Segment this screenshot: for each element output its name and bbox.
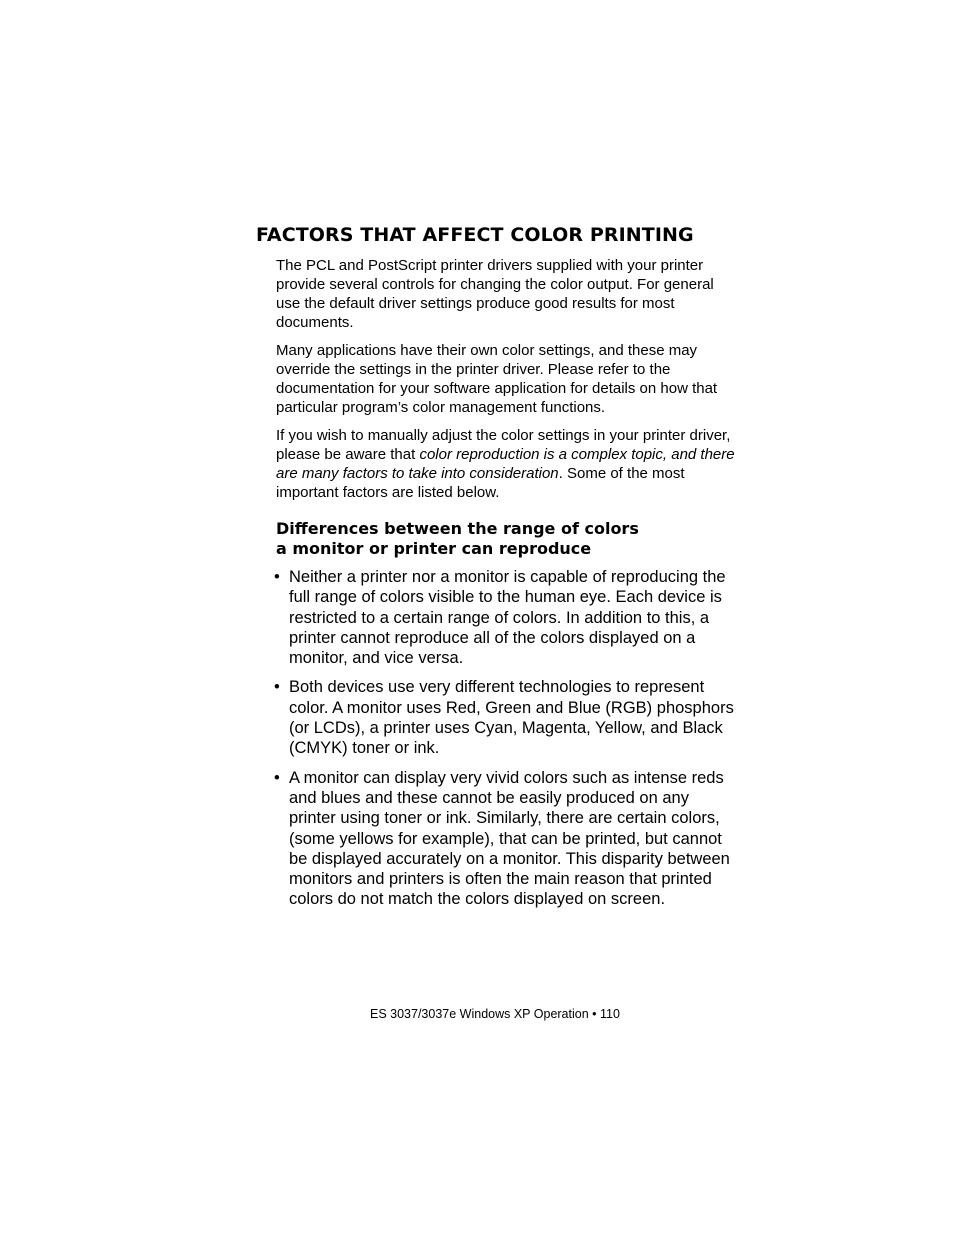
subsection-heading-line-2: a monitor or printer can reproduce xyxy=(276,539,592,558)
intro-paragraph-3-emphasis: color reproduction is a complex topic, and there are many factors to take into consideration xyxy=(276,446,735,482)
bullet-text: A monitor can display very vivid colors such as intense reds and blues and these cannot be easily produced on any printer using toner or ink. Similarly, there are certain colors, (some yellows for example), that can be printed, but cannot be displayed accurately on a monitor. This disparity between monitors and printers is often the main reason that printed colors do not match the colors displayed on screen. xyxy=(289,768,730,909)
bullet-item xyxy=(274,768,736,910)
intro-paragraph-3-tail: . Some of the most important factors are listed below. xyxy=(276,465,685,501)
subsection-heading xyxy=(276,519,746,559)
bullet-item xyxy=(274,677,736,758)
bullet-list xyxy=(274,567,736,919)
subsection-heading-line-1: Differences between the range of colors xyxy=(276,519,639,538)
intro-paragraph-1: The PCL and PostScript printer drivers supplied with your printer provide several controls for changing the color output. For general use the default driver settings produce good results for most documents. xyxy=(276,257,714,331)
intro-paragraph-2: Many applications have their own color settings, and these may override the settings in the printer driver. Please refer to the documentation for your software application for details on how that particular program’s color management functions. xyxy=(276,342,718,416)
bullet-icon: • xyxy=(274,568,280,586)
intro-text xyxy=(276,256,738,511)
intro-paragraph-3-lead: If you wish to manually adjust the color settings in your printer driver, please be aware that xyxy=(276,427,731,463)
bullet-item xyxy=(274,567,736,668)
bullet-icon: • xyxy=(274,768,280,787)
bullet-icon: • xyxy=(274,678,280,697)
intro-paragraph-3 xyxy=(276,426,738,502)
bullet-text: Both devices use very different technologies to represent color. A monitor uses Red, Green and Blue (RGB) phosphors (or LCDs), a printer uses Cyan, Magenta, Yellow, and Black (CMYK) toner or ink. xyxy=(289,678,734,758)
page-footer: ES 3037/3037e Windows XP Operation • 110 xyxy=(370,1007,620,1021)
section-heading: FACTORS THAT AFFECT COLOR PRINTING xyxy=(256,224,694,246)
bullet-text: Neither a printer nor a monitor is capable of reproducing the full range of colors visible to the human eye. Each device is restricted to a certain range of colors. In addition to this, a printer cannot reproduce all of the colors displayed on a monitor, and vice versa. xyxy=(289,568,726,668)
